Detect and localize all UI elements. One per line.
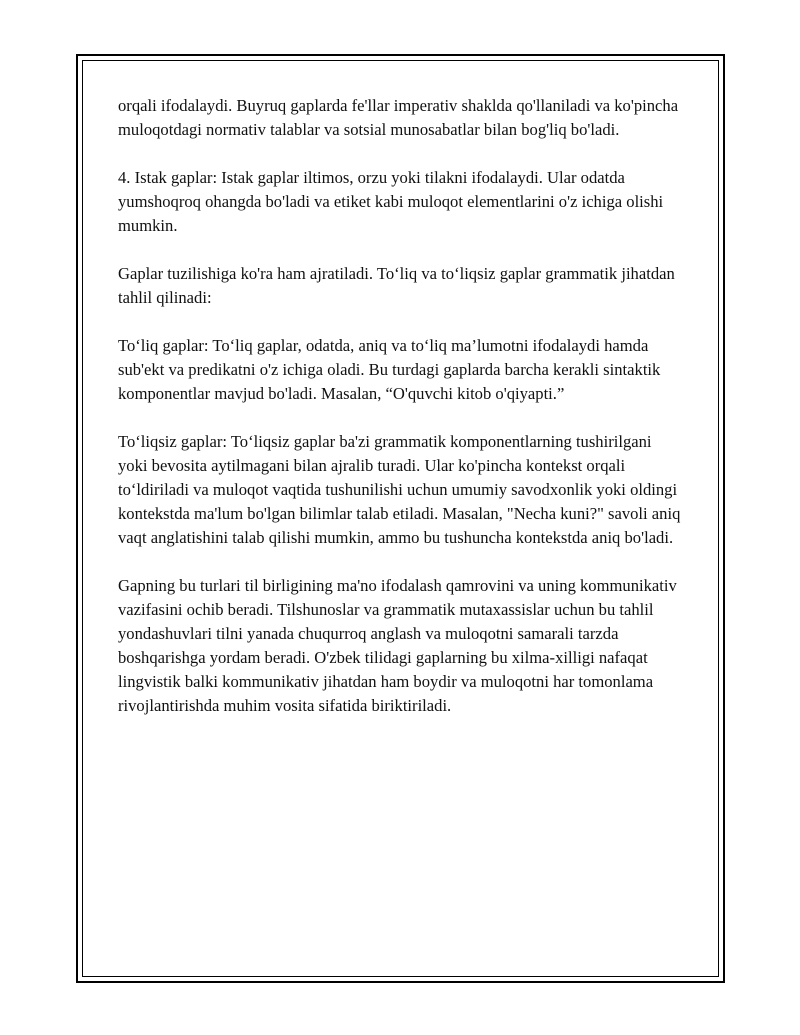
paragraph-toliq-gaplar: To‘liq gaplar: To‘liq gaplar, odatda, aniq va to‘liq ma’lumotni ifodalaydi hamda sub'ekt va predikatni o'z ichiga oladi. Bu turdagi gaplarda barcha kerakli sintaktik komponentlar mavjud bo'ladi. Masalan, “O'quvchi kitob o'qiyapti.”: [118, 336, 661, 403]
paragraph-toliqsiz-gaplar: To‘liqsiz gaplar: To‘liqsiz gaplar ba'zi grammatik komponentlarning tushirilgani yoki bevosita aytilmagani bilan ajralib turadi. Ular ko'pincha kontekst orqali to‘ldiriladi va muloqot vaqtida tushunilishi uchun umumiy savodxonlik yoki oldingi kontekstda ma'lum bo'lgan bilimlar talab etiladi. Masalan, "Necha kuni?" savoli aniq vaqt anglatishini talab qilishi mumkin, ammo bu tushuncha kontekstda aniq bo'ladi.: [118, 432, 681, 547]
paragraph-istak-gaplar: 4. Istak gaplar: Istak gaplar iltimos, orzu yoki tilakni ifodalaydi. Ular odatda yumshoqroq ohangda bo'ladi va etiket kabi muloqot elementlarini o'z ichiga olishi mumkin.: [118, 168, 664, 235]
paragraph-buyruq-continuation: orqali ifodalaydi. Buyruq gaplarda fe'llar imperativ shaklda qo'llaniladi va ko'pincha muloqotdagi normativ talablar va sotsial munosabatlar bilan bog'liq bo'ladi.: [118, 96, 679, 139]
page-body: [118, 94, 684, 742]
paragraph-conclusion: Gapning bu turlari til birligining ma'no ifodalash qamrovini va uning kommunikativ vazifasini ochib beradi. Tilshunoslar va grammatik mutaxassislar uchun bu tahlil yondashuvlari tilni yanada chuqurroq anglash va muloqotni samarali tarzda boshqarishga yordam beradi. O'zbek tilidagi gaplarning bu xilma-xilligi nafaqat lingvistik balki kommunikativ jihatdan ham boydir va muloqotni har tomonlama rivojlantirishda muhim vosita sifatida biriktiriladi.: [118, 576, 677, 715]
paragraph-tuzilish: Gaplar tuzilishiga ko'ra ham ajratiladi. To‘liq va to‘liqsiz gaplar grammatik jihatdan tahlil qilinadi:: [118, 264, 675, 307]
